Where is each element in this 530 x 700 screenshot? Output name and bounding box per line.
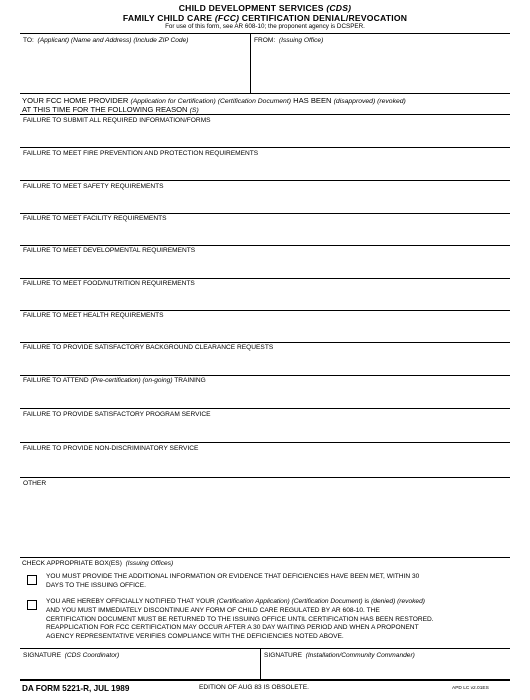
reason-facility: FAILURE TO MEET FACILITY REQUIREMENTS: [23, 215, 167, 222]
reason-other-field[interactable]: [21, 489, 509, 555]
reason-training: [23, 377, 206, 384]
reason-training-hint: (Pre-certification) (on-going): [90, 377, 173, 384]
option-official-notice-text-a: YOU ARE HEREBY OFFICIALLY NOTIFIED THAT YOUR: [46, 598, 215, 605]
option-provide-evidence: [46, 573, 506, 591]
form-title-line1: [0, 3, 530, 13]
option-official-notice-line4: REAPPLICATION FOR FCC CERTIFICATION MAY OCCUR AFTER A 30 DAY WAITING PERIOD AND WHEN A PROPONENT: [46, 624, 419, 632]
reason-training-field[interactable]: [21, 386, 509, 406]
from-label-text: FROM:: [254, 37, 276, 44]
reason-health-field[interactable]: [21, 321, 509, 341]
signature-cds-label-text: SIGNATURE: [23, 652, 61, 659]
rule-reason-10: [20, 408, 510, 409]
checkbox-provide-evidence[interactable]: [27, 575, 37, 585]
form-title-agency: CHILD DEVELOPMENT SERVICES: [178, 3, 324, 13]
check-section-label-text: CHECK APPROPRIATE BOX(ES): [22, 560, 122, 567]
to-label-hint: (Applicant) (Name and Address) (Include ZIP Code): [37, 37, 189, 44]
signature-cds-label: [23, 652, 119, 659]
signature-commander-hint: (Installation/Community Commander): [305, 652, 415, 659]
divider-to-from: [250, 33, 251, 93]
option-official-notice-line3: CERTIFICATION DOCUMENT MUST BE RETURNED TO THE ISSUING OFFICE UNTIL CERTIFICATION HAS BEEN RESTORED.: [46, 615, 434, 623]
checkbox-official-notice[interactable]: [27, 600, 37, 610]
option-official-notice-hint-b: (denied) (revoked): [371, 598, 425, 605]
reason-non-discriminatory: FAILURE TO PROVIDE NON-DISCRIMINATORY SERVICE: [23, 445, 199, 452]
provider-hint-status: (disapproved) (revoked): [333, 98, 406, 105]
reason-fire-prevention: FAILURE TO MEET FIRE PREVENTION AND PROTECTION REQUIREMENTS: [23, 150, 259, 157]
reason-fire-prevention-field[interactable]: [21, 159, 509, 179]
reason-developmental: FAILURE TO MEET DEVELOPMENTAL REQUIREMENTS: [23, 247, 196, 254]
form-title-line2: [0, 13, 530, 23]
to-address-field[interactable]: [21, 46, 249, 92]
rule-check-section: [20, 557, 510, 558]
rule-reason-12: [20, 477, 510, 478]
from-label: [254, 37, 323, 44]
from-label-hint: (Issuing Office): [278, 37, 324, 44]
option-official-notice-line5: AGENCY REPRESENTATIVE VERIFIES COMPLIANCE WITH THE DEFICIENCIES NOTED ABOVE.: [46, 633, 344, 641]
reason-food-nutrition: FAILURE TO MEET FOOD/NUTRITION REQUIREMENTS: [23, 280, 195, 287]
signature-cds-hint: (CDS Coordinator): [64, 652, 120, 659]
rule-reason-6: [20, 278, 510, 279]
option-official-notice-text-b: is: [364, 598, 370, 605]
option-official-notice-hint-a: (Certification Application) (Certification Document): [216, 598, 363, 605]
form-number: DA FORM 5221-R, JUL 1989: [22, 684, 130, 693]
reason-training-text: FAILURE TO ATTEND: [23, 377, 89, 384]
reason-safety: FAILURE TO MEET SAFETY REQUIREMENTS: [23, 183, 164, 190]
rule-reason-3: [20, 180, 510, 181]
form-title-agency-abbr: (CDS): [326, 3, 352, 13]
reason-training-suffix: TRAINING: [174, 377, 206, 384]
reason-other: OTHER: [23, 480, 47, 487]
rule-signatures: [20, 648, 510, 649]
check-section-hint: (Issuing Offices): [125, 560, 174, 567]
reason-background-clearance-field[interactable]: [21, 353, 509, 373]
form-title-program-abbr: (FCC): [214, 13, 240, 23]
reason-incomplete-forms: FAILURE TO SUBMIT ALL REQUIRED INFORMATION/FORMS: [23, 117, 211, 124]
signature-commander-label: [264, 652, 415, 659]
reason-safety-field[interactable]: [21, 192, 509, 212]
provider-hint-s: (S): [189, 107, 199, 114]
provider-text-has-been: HAS BEEN: [293, 96, 332, 105]
provider-statement-line2: [22, 105, 199, 114]
signature-cds-field[interactable]: [21, 661, 259, 678]
rule-reason-9: [20, 375, 510, 376]
provider-text-reason: AT THIS TIME FOR THE FOLLOWING REASON: [22, 105, 188, 114]
rule-reason-2: [20, 147, 510, 148]
option-official-notice-line1: [46, 598, 506, 607]
option-provide-evidence-line1: YOU MUST PROVIDE THE ADDITIONAL INFORMATION OR EVIDENCE THAT DEFICIENCIES HAVE BEEN MET, WITHIN 30: [46, 573, 420, 580]
reason-facility-field[interactable]: [21, 224, 509, 244]
to-label: [23, 37, 188, 44]
divider-signatures: [260, 648, 261, 679]
rule-reason-1: [20, 114, 510, 115]
rule-bottom: [20, 679, 510, 681]
provider-statement-line1: [22, 96, 406, 105]
reason-developmental-field[interactable]: [21, 256, 509, 276]
reason-background-clearance: FAILURE TO PROVIDE SATISFACTORY BACKGROUND CLEARANCE REQUESTS: [23, 344, 274, 351]
form-title-program: FAMILY CHILD CARE: [122, 13, 213, 23]
check-section-label: [22, 560, 173, 567]
reason-food-nutrition-field[interactable]: [21, 289, 509, 309]
reason-health: FAILURE TO MEET HEALTH REQUIREMENTS: [23, 312, 164, 319]
option-official-notice: [46, 598, 506, 642]
provider-hint-document: (Application for Certification) (Certification Document): [130, 98, 291, 105]
rule-reason-5: [20, 245, 510, 246]
option-official-notice-line2: AND YOU MUST IMMEDIATELY DISCONTINUE ANY FORM OF CHILD CARE REGULATED BY AR 608-10. THE: [46, 606, 380, 614]
edition-note: EDITION OF AUG 83 IS OBSOLETE.: [199, 684, 309, 691]
signature-commander-field[interactable]: [262, 661, 509, 678]
rule-after-address: [20, 93, 510, 94]
provider-text: YOUR FCC HOME PROVIDER: [22, 96, 129, 105]
rule-reason-8: [20, 342, 510, 343]
form-title-subject: CERTIFICATION DENIAL/REVOCATION: [241, 13, 408, 23]
to-label-text: TO:: [23, 37, 34, 44]
from-office-field[interactable]: [252, 46, 509, 92]
rule-top: [20, 33, 510, 34]
rule-reason-7: [20, 310, 510, 311]
reason-program-service: FAILURE TO PROVIDE SATISFACTORY PROGRAM SERVICE: [23, 411, 211, 418]
reason-program-service-field[interactable]: [21, 420, 509, 440]
rule-reason-4: [20, 213, 510, 214]
reason-incomplete-forms-field[interactable]: [21, 126, 509, 146]
form-usage-note: For use of this form, see AR 608-10; the proponent agency is DCSPER.: [165, 23, 365, 30]
apd-version: APD LC v2.01ES: [452, 686, 489, 691]
option-provide-evidence-line2: DAYS TO THE ISSUING OFFICE.: [46, 581, 146, 589]
reason-non-discriminatory-field[interactable]: [21, 454, 509, 474]
rule-reason-11: [20, 442, 510, 443]
signature-commander-label-text: SIGNATURE: [264, 652, 302, 659]
